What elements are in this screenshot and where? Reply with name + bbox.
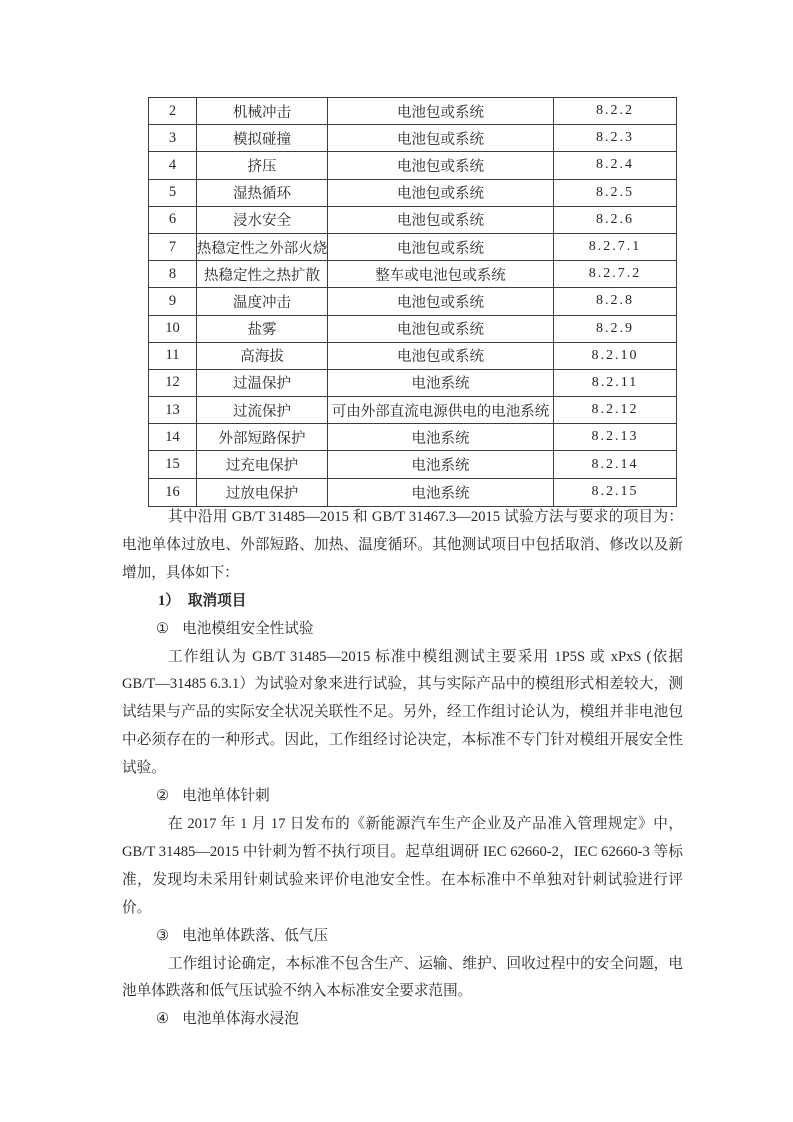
item-title: 电池单体跌落、低气压 [182, 927, 329, 944]
table-row [149, 207, 676, 234]
table-row [149, 288, 676, 315]
cell-section-number: 8.2.5 [596, 184, 634, 200]
item-title: 电池单体针刺 [182, 788, 270, 805]
cell-test-item: 浸水安全 [197, 207, 328, 233]
cell-test-target: 电池系统 [328, 370, 554, 396]
cell-test-item: 外部短路保护 [197, 424, 328, 450]
body-text [122, 504, 683, 1034]
cell-test-target: 电池包或系统 [328, 180, 554, 206]
cancel-items [122, 616, 683, 1035]
cell-test-target: 电池系统 [328, 451, 554, 477]
table-row [149, 397, 676, 424]
table-row [149, 370, 676, 397]
cell-test-item: 过充电保护 [197, 451, 328, 477]
cell-row-number: 8 [149, 261, 197, 287]
cell-row-number: 2 [149, 98, 197, 124]
cell-test-item: 过流保护 [197, 397, 328, 423]
cell-row-number: 4 [149, 152, 197, 178]
item-body-paragraph: 工作组认为 GB/T 31485—2015 标准中模组测试主要采用 1P5S 或 xPxS (依据 GB/T—31485 6.3.1）为试验对象来进行试验，其与实际产品中的模组形式相差较大，测试结果与产品的实际安全状况关联性不足。另外，经工作组讨论认为，模组并非电池包中必须存在的一种形式。因此，工作组经讨论决定，本标准不专门针对模组开展安全性试验。 [122, 648, 683, 777]
cell-section-number: 8.2.14 [591, 456, 639, 472]
test-items-table [148, 97, 677, 507]
cell-test-target: 电池包或系统 [328, 152, 554, 178]
heading-number: 1） [158, 592, 180, 609]
cell-row-number: 12 [149, 370, 197, 396]
cell-section-number: 8.2.7.1 [588, 239, 642, 255]
item-circled-number: ④ [156, 1011, 170, 1028]
cell-test-target: 电池包或系统 [328, 343, 554, 369]
cell-test-target: 电池系统 [328, 479, 554, 506]
cell-row-number: 9 [149, 288, 197, 314]
cancel-item-heading [122, 616, 683, 644]
item-body-paragraph: 在 2017 年 1 月 17 日发布的《新能源汽车生产企业及产品准入管理规定》中，GB/T 31485—2015 中针刺为暂不执行项目。起草组调研 IEC 62660-2，IEC 62660-3 等标准，发现均未采用针刺试验来评价电池安全性。在本标准中不单独对针刺试验进行评价。 [122, 815, 683, 916]
intro-paragraph: 其中沿用 GB/T 31485—2015 和 GB/T 31467.3—2015 试验方法与要求的项目为：电池单体过放电、外部短路、加热、温度循环。其他测试项目中包括取消、修改以及新增加，具体如下： [122, 509, 683, 581]
cell-section-number: 8.2.6 [596, 211, 634, 227]
cell-section-number: 8.2.10 [591, 347, 639, 363]
cell-row-number: 3 [149, 125, 197, 151]
cell-section-number: 8.2.8 [596, 293, 634, 309]
cell-test-item: 热稳定性之外部火烧 [197, 234, 328, 260]
cell-test-item: 高海拔 [197, 343, 328, 369]
cell-row-number: 16 [149, 479, 197, 506]
item-title: 电池模组安全性试验 [182, 620, 314, 637]
item-circled-number: ③ [156, 927, 170, 944]
cell-section-number: 8.2.15 [591, 484, 639, 500]
cell-test-target: 电池包或系统 [328, 125, 554, 151]
cell-section-number: 8.2.2 [596, 103, 634, 119]
cell-section-number: 8.2.4 [596, 157, 634, 173]
cell-test-item: 过温保护 [197, 370, 328, 396]
item-body-paragraph: 工作组讨论确定，本标准不包含生产、运输、维护、回收过程中的安全问题，电池单体跌落和低气压试验不纳入本标准安全要求范围。 [122, 955, 683, 1000]
table-row [149, 451, 676, 478]
table-row [149, 316, 676, 343]
item-circled-number: ① [156, 620, 170, 637]
table-row [149, 180, 676, 207]
cell-section-number: 8.2.11 [591, 374, 639, 390]
cell-row-number: 15 [149, 451, 197, 477]
cell-test-target: 电池包或系统 [328, 288, 554, 314]
table-row [149, 234, 676, 261]
cell-section-number: 8.2.3 [596, 130, 634, 146]
cell-section-number: 8.2.7.2 [588, 266, 642, 282]
cell-test-item: 模拟碰撞 [197, 125, 328, 151]
cell-test-item: 热稳定性之热扩散 [197, 261, 328, 287]
cell-test-item: 盐雾 [197, 316, 328, 342]
cell-section-number: 8.2.13 [591, 429, 639, 445]
cell-test-target: 电池包或系统 [328, 316, 554, 342]
cell-test-item: 挤压 [197, 152, 328, 178]
cancel-item [122, 1006, 683, 1034]
table-row [149, 261, 676, 288]
cancel-item-heading [122, 923, 683, 951]
cell-row-number: 6 [149, 207, 197, 233]
cell-row-number: 7 [149, 234, 197, 260]
cell-test-target: 可由外部直流电源供电的电池系统 [328, 397, 554, 423]
cell-test-target: 电池系统 [328, 424, 554, 450]
table-row [149, 125, 676, 152]
cell-test-target: 电池包或系统 [328, 207, 554, 233]
cell-section-number: 8.2.12 [591, 402, 639, 418]
cell-row-number: 13 [149, 397, 197, 423]
cancel-section-heading [122, 588, 683, 616]
cell-row-number: 11 [149, 343, 197, 369]
table-row [149, 479, 676, 506]
cell-test-item: 温度冲击 [197, 288, 328, 314]
cell-row-number: 10 [149, 316, 197, 342]
cancel-item [122, 783, 683, 923]
cell-section-number: 8.2.9 [596, 320, 634, 336]
cell-row-number: 14 [149, 424, 197, 450]
cell-test-target: 电池包或系统 [328, 234, 554, 260]
cell-test-target: 整车或电池包或系统 [328, 261, 554, 287]
item-title: 电池单体海水浸泡 [182, 1011, 299, 1028]
table-row [149, 343, 676, 370]
cell-row-number: 5 [149, 180, 197, 206]
cancel-item-heading [122, 783, 683, 811]
cancel-item [122, 923, 683, 1007]
item-circled-number: ② [156, 788, 170, 805]
table-row [149, 98, 676, 125]
cell-test-item: 过放电保护 [197, 479, 328, 506]
table-row [149, 424, 676, 451]
cell-test-item: 湿热循环 [197, 180, 328, 206]
cell-test-item: 机械冲击 [197, 98, 328, 124]
cancel-item-heading [122, 1006, 683, 1034]
table-row [149, 152, 676, 179]
cancel-item [122, 616, 683, 783]
cell-test-target: 电池包或系统 [328, 98, 554, 124]
heading-title: 取消项目 [187, 592, 247, 609]
